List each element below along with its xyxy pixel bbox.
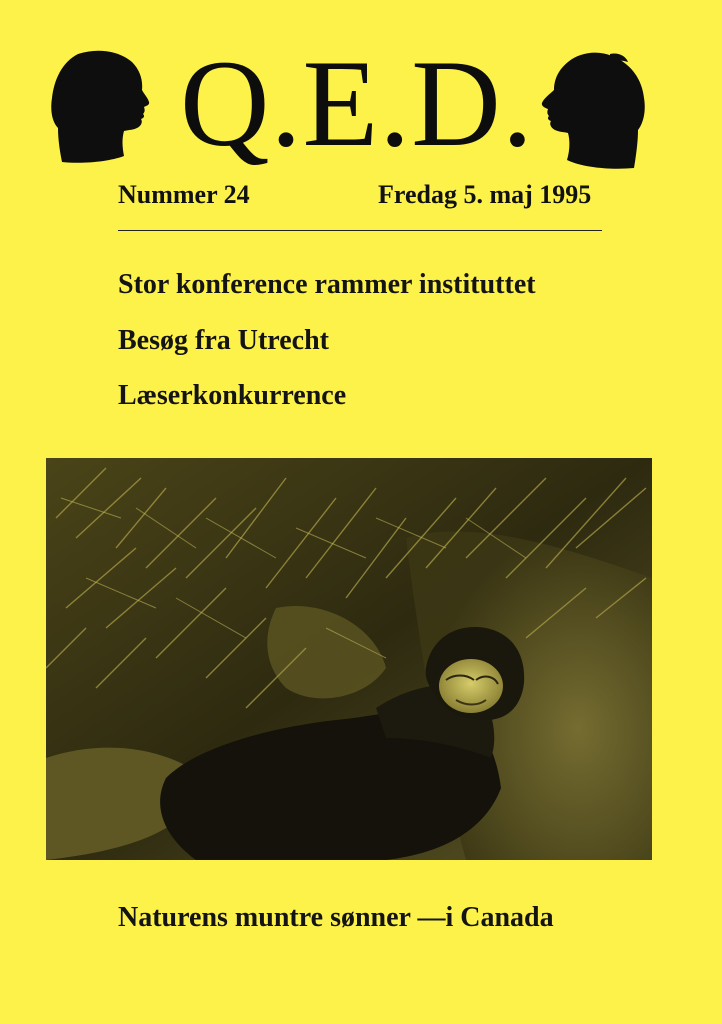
head-silhouette-left-icon bbox=[48, 48, 152, 170]
header-divider bbox=[118, 230, 602, 231]
headline-utrecht: Besøg fra Utrecht bbox=[118, 325, 329, 356]
head-silhouette-right-icon bbox=[540, 50, 648, 175]
photo-caption: Naturens muntre sønner —i Canada bbox=[118, 902, 554, 933]
headline-conference: Stor konference rammer instituttet bbox=[118, 269, 536, 300]
issue-number: Nummer 24 bbox=[118, 180, 250, 209]
person-lying-in-grass-photo bbox=[46, 458, 652, 860]
masthead-title: Q.E.D. bbox=[180, 35, 534, 172]
headline-contest: Læserkonkurrence bbox=[118, 380, 347, 411]
issue-date: Fredag 5. maj 1995 bbox=[378, 180, 592, 209]
cover-photo bbox=[46, 458, 652, 860]
